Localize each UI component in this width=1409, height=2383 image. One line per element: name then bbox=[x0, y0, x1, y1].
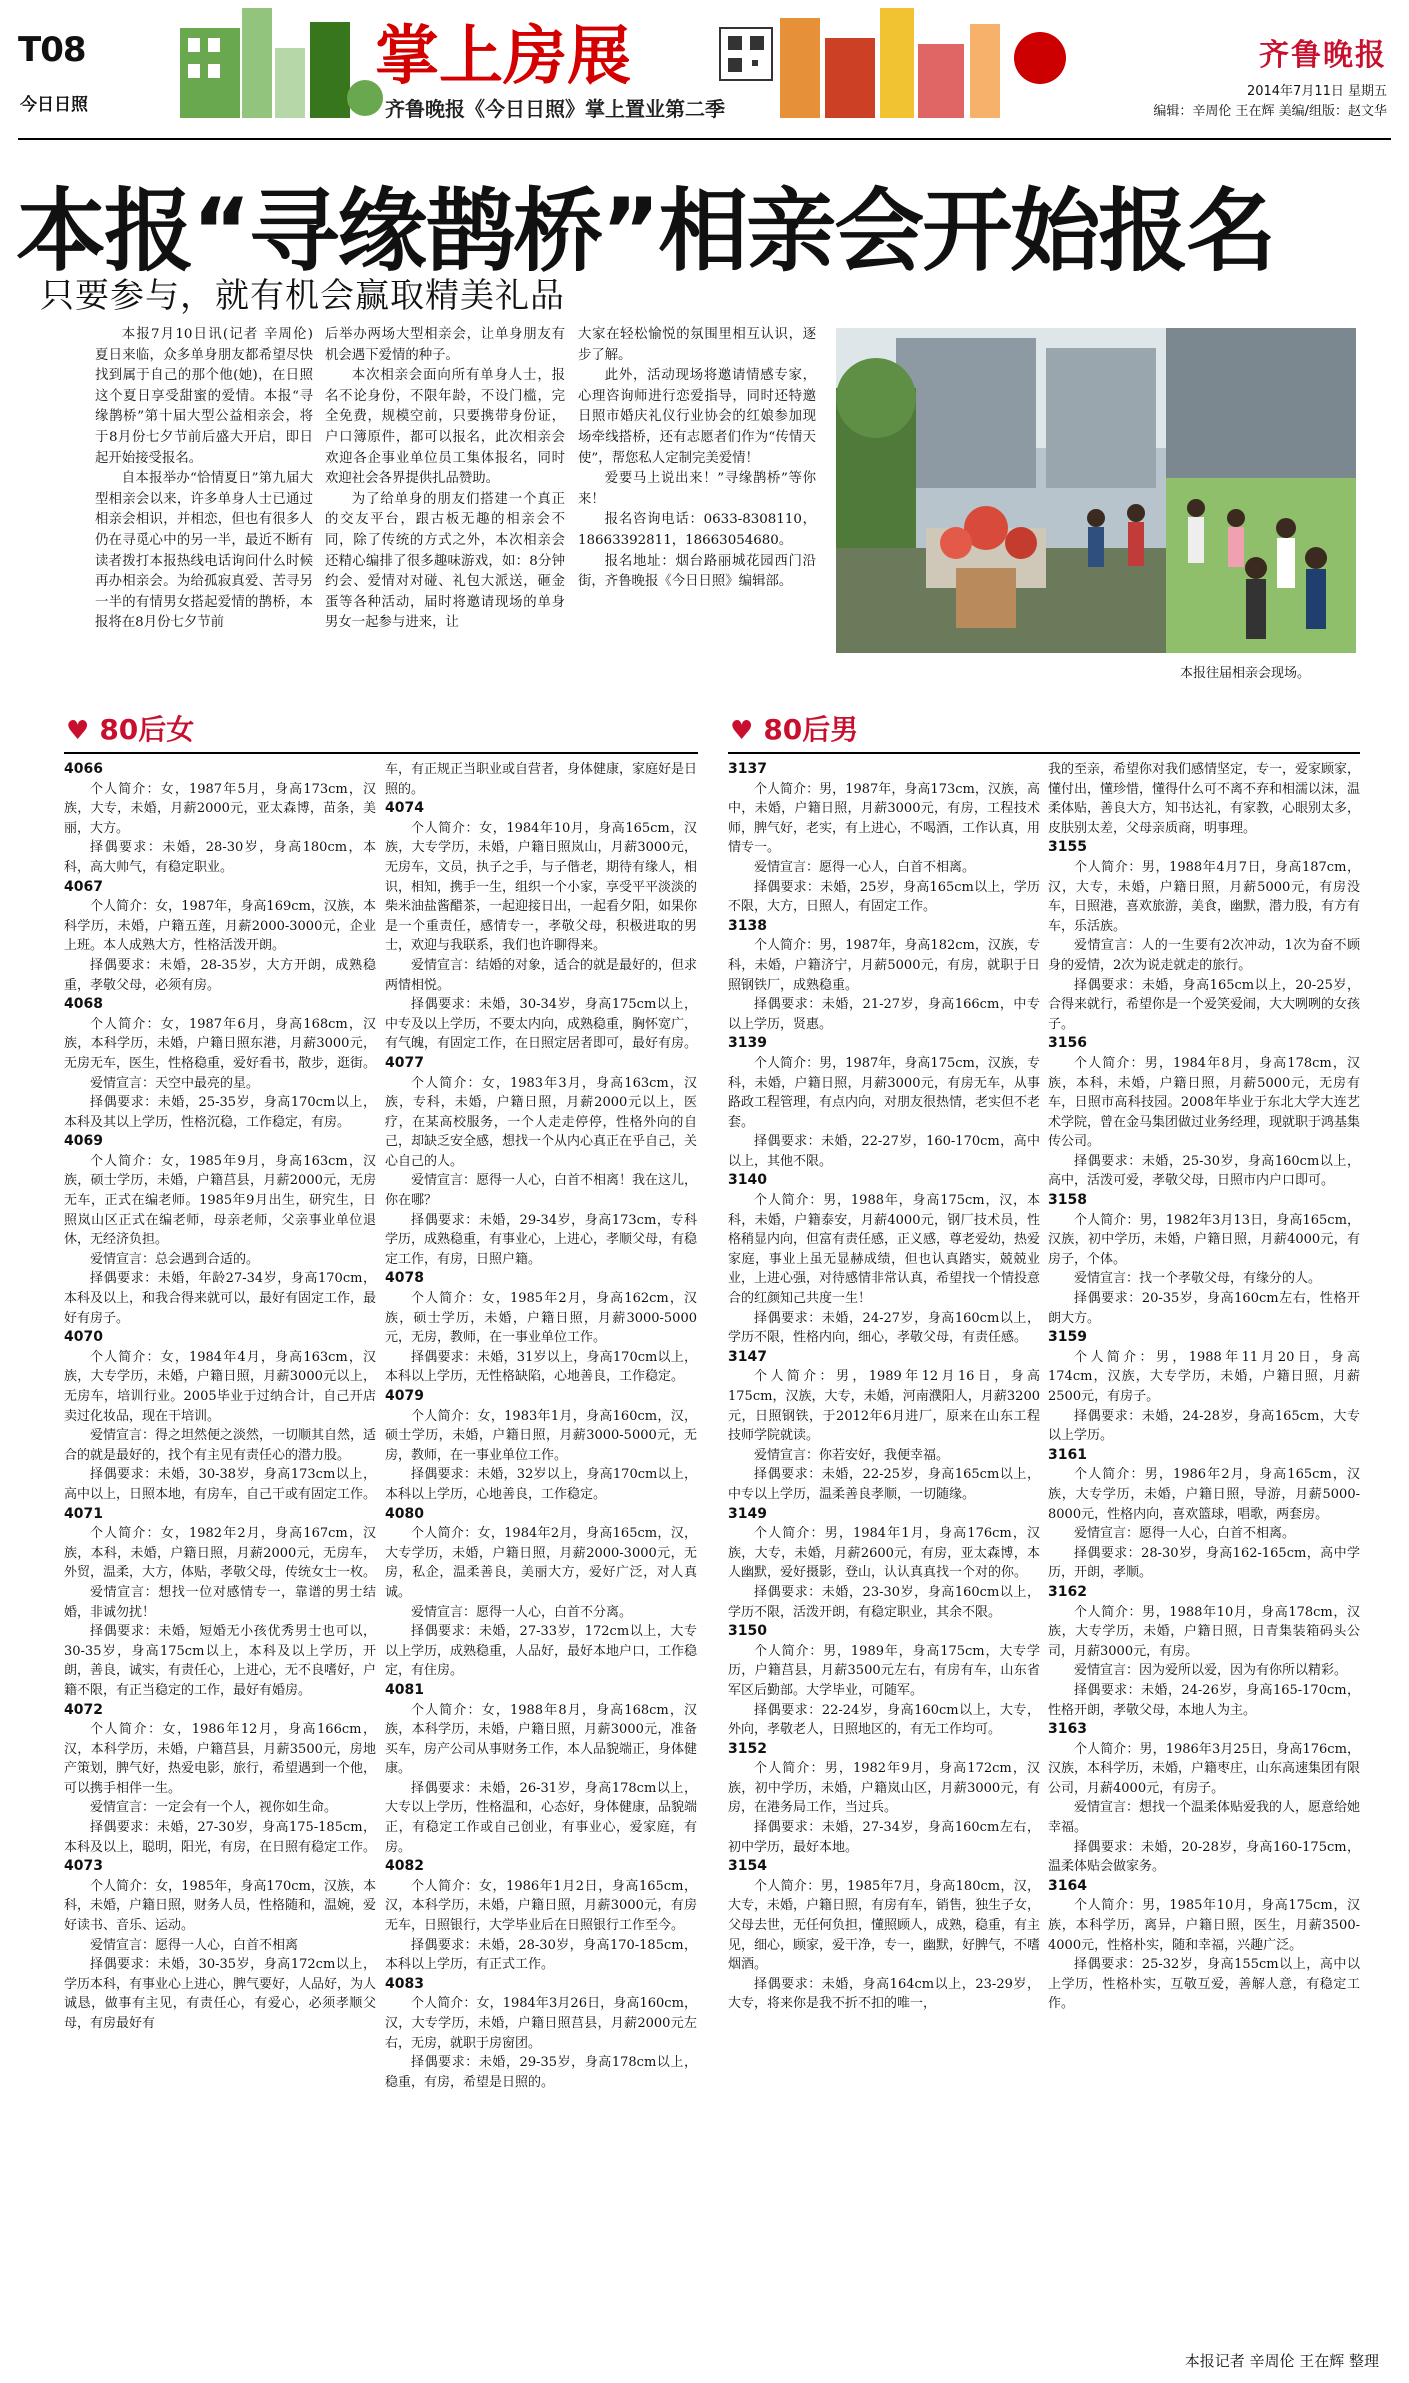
profile-line: 择偶要求：未婚，25-35岁，身高170cm以上，本科及其以上学历，性格沉稳，工作稳定，有房。 bbox=[64, 1095, 376, 1130]
profile-id: 3155 bbox=[1048, 839, 1087, 856]
footer-credit: 本报记者 辛周伦 王在辉 整理 bbox=[1184, 2352, 1379, 2370]
newspaper-logo: 齐鲁晚报 bbox=[1259, 38, 1387, 73]
profile-line: 个人简介：男，1984年1月，身高176cm，汉族，大专，未婚，月薪2600元，有房，亚太森博，本人幽默，爱好摄影，登山，认认真真找一个对的你。 bbox=[728, 1526, 1040, 1581]
banner bbox=[180, 8, 1070, 128]
profile-line: 择偶要求：未婚，23-30岁，身高160cm以上，学历不限，活泼开朗，有稳定职业，其余不限。 bbox=[728, 1584, 1040, 1620]
profile-entry bbox=[385, 760, 697, 799]
profile-line: 个人简介：女，1984年2月，身高165cm，汉，大专学历，未婚，户籍日照，月薪2000-3000元，无房，私企，温柔善良，美丽大方，爱好广泛，对人真诚。 bbox=[385, 1526, 697, 1600]
profile-line: 爱情宣言：愿得一心人，白首不相离。 bbox=[754, 859, 976, 875]
profile-line: 个人简介：女，1987年5月，身高173cm，汉族，大专，未婚，月薪2000元，亚太森博，苗条，美丽，大方。 bbox=[64, 781, 376, 836]
profile-id: 3159 bbox=[1048, 1329, 1087, 1346]
section-name: 今日日照 bbox=[20, 95, 88, 115]
profile-line: 个人简介：男，1989年12月16日，身高175cm，汉族，大专，未婚，河南濮阳人，月薪3200元，日照钢铁，于2012年6月进厂，原来在山东工程技师学院就读。 bbox=[728, 1369, 1040, 1444]
profile-id: 3140 bbox=[728, 1172, 767, 1189]
banner-art bbox=[180, 8, 1070, 128]
profile-line: 个人简介：男，1987年，身高182cm，汉族，专科，未婚，户籍济宁，月薪5000元，有房，就职于日照钢铁厂，成熟稳重。 bbox=[728, 938, 1040, 993]
profile-line: 个人简介：男，1987年，身高175cm，汉族，专科，未婚，户籍日照，月薪3000元，有房无车，从事路政工程管理，有点内向，对朋友很热情，老实但不老套。 bbox=[728, 1055, 1040, 1130]
profile-line: 爱情宣言：一定会有一个人，视你如生命。 bbox=[90, 1800, 338, 1816]
profile-line: 择偶要求：22-24岁，身高160cm以上，大专，外向，孝敬老人，日照地区的，有无工作均可。 bbox=[728, 1702, 1040, 1738]
profile-entry bbox=[1048, 1446, 1360, 1583]
profile-line: 择偶要求：28-30岁，身高162-165cm，高中学历，开朗，孝顺。 bbox=[1048, 1545, 1360, 1581]
profile-id: 4078 bbox=[385, 1270, 424, 1287]
profile-entry bbox=[728, 760, 1040, 917]
profile-line: 个人简介：女，1985年2月，身高162cm，汉族，硕士学历，未婚，户籍日照，月薪3000-5000元，无房，教师，在一事业单位工作。 bbox=[385, 1291, 697, 1346]
profile-line: 个人简介：女，1985年，身高170cm，汉族，本科，未婚，户籍日照，财务人员，性格随和，温婉，爱好读书、音乐、运动。 bbox=[64, 1878, 376, 1934]
profile-entry bbox=[728, 1505, 1040, 1623]
profile-line: 个人简介：男，1986年2月，身高165cm，汉族，大专学历，未婚，户籍日照，导游，月薪5000-8000元，性格内向，喜欢篮球，唱歌，两套房。 bbox=[1048, 1467, 1360, 1522]
profile-line: 择偶要求：未婚，27-34岁，身高160cm左右，初中学历，最好本地。 bbox=[728, 1820, 1040, 1855]
profile-line: 个人简介：女，1986年12月，身高166cm，汉，本科学历，未婚，户籍莒县，月薪3500元，房地产策划，脾气好，热爱电影，旅行，希望遇到一个他，可以携手相伴一生。 bbox=[64, 1722, 376, 1796]
profile-line: 择偶要求：未婚，身高164cm以上，23-29岁，大专，将来你是我不折不扣的唯一， bbox=[728, 1976, 1040, 2012]
profile-entry bbox=[385, 1681, 697, 1857]
profile-line: 择偶要求：未婚，28-30岁，身高180cm，本科，高大帅气，有稳定职业。 bbox=[64, 840, 376, 875]
profile-entry bbox=[728, 917, 1040, 1035]
men-list-column-1 bbox=[728, 760, 1040, 2350]
profile-line: 个人简介：女，1984年10月，身高165cm，汉族，大专学历，未婚，户籍日照岚山，月薪3000元，无房车，文员，执子之手，与子偕老，期待有缘人，相识，相知，携手一生，组织一个小家，享受平平淡淡的柴米油盐酱醋茶，一起迎接日出，一起看夕阳，如果你是一个重责任，感情专一，孝敬父母，积极进取的男士，欢迎与我联系，我们也许聊得来。 bbox=[385, 820, 697, 954]
profile-line: 个人简介：男，1987年，身高173cm，汉族，高中，未婚，户籍日照，月薪3000元，有房，工程技术师，脾气好，老实，有上进心，不喝酒，工作认真，用情专一。 bbox=[728, 781, 1040, 856]
profile-id: 3138 bbox=[728, 917, 767, 934]
profile-entry bbox=[64, 1505, 376, 1701]
profile-entry bbox=[385, 1975, 697, 2093]
profile-line: 择偶要求：未婚，26-31岁，身高178cm以上，大专以上学历，性格温和，心态好，身体健康，品貌端正，有稳定工作或自己创业，有事业心，爱家庭，有房。 bbox=[385, 1780, 697, 1855]
profile-line: 择偶要求：未婚，27-30岁，身高175-185cm，本科及以上，聪明，阳光，有房，在日照有稳定工作。 bbox=[64, 1820, 376, 1855]
section-rule bbox=[728, 752, 1360, 754]
section-title: 80后男 bbox=[763, 713, 859, 746]
profile-line: 爱情宣言：结婚的对象，适合的就是最好的，但求两情相悦。 bbox=[385, 957, 697, 993]
banner-subtitle: 齐鲁晚报《今日日照》掌上置业第二季 bbox=[385, 97, 725, 121]
photo-illustration bbox=[836, 328, 1356, 653]
profile-id: 3164 bbox=[1048, 1877, 1087, 1894]
profile-entry bbox=[385, 1269, 697, 1387]
profile-id: 4083 bbox=[385, 1975, 424, 1992]
profile-line: 择偶要求：未婚，22-25岁，身高165cm以上，中专以上学历，温柔善良孝顺，一切随缘。 bbox=[728, 1467, 1040, 1502]
profile-line: 个人简介：男，1988年10月，身高178cm，汉族，大专学历，未婚，户籍日照，日青集装箱码头公司，月薪3000元，有房。 bbox=[1048, 1604, 1360, 1659]
profile-id: 4080 bbox=[385, 1505, 424, 1522]
profile-id: 3158 bbox=[1048, 1192, 1087, 1209]
profile-id: 3156 bbox=[1048, 1035, 1087, 1052]
profile-id: 4072 bbox=[64, 1701, 103, 1718]
profile-id: 3163 bbox=[1048, 1721, 1087, 1738]
profile-entry bbox=[385, 1505, 697, 1681]
profile-line: 择偶要求：未婚，30-34岁，身高175cm以上，中专及以上学历，不要太内向，成熟稳重，胸怀宽广，有气魄，有固定工作，在日照定居者即可，最好有房。 bbox=[385, 997, 697, 1052]
profile-id: 3161 bbox=[1048, 1446, 1087, 1463]
profile-line: 择偶要求：未婚，24-27岁，身高160cm以上，学历不限，性格内向，细心，孝敬父母，有责任感。 bbox=[728, 1310, 1040, 1346]
profile-id: 4079 bbox=[385, 1388, 424, 1404]
profile-entry bbox=[1048, 838, 1360, 1034]
profile-line: 爱情宣言：找一个孝敬父母，有缘分的人。 bbox=[1074, 1271, 1322, 1287]
article-subheadline: 只要参与，就有机会赢取精美礼品 bbox=[40, 276, 565, 316]
profile-id: 3147 bbox=[728, 1348, 767, 1365]
profile-entry bbox=[64, 878, 376, 996]
heart-icon: ♥ bbox=[730, 716, 754, 746]
article-column-1 bbox=[95, 325, 313, 634]
profile-line: 择偶要求：未婚，27-33岁，172cm以上，大专以上学历，成熟稳重，人品好，最好本地户口，工作稳定，有住房。 bbox=[385, 1624, 697, 1679]
profile-entry bbox=[385, 799, 697, 1054]
profile-entry bbox=[64, 1701, 376, 1858]
profile-entry bbox=[728, 1034, 1040, 1171]
profile-id: 3154 bbox=[728, 1858, 767, 1875]
profile-line: 择偶要求：未婚，20-28岁，身高160-175cm，温柔体贴会做家务。 bbox=[1048, 1839, 1360, 1875]
profile-id: 4073 bbox=[64, 1858, 103, 1875]
profile-line: 爱情宣言：天空中最亮的星。 bbox=[90, 1075, 260, 1091]
profile-line: 个人简介：男，1982年3月13日，身高165cm，汉族，初中学历，未婚，户籍日照，月薪4000元，有房子，个体。 bbox=[1048, 1212, 1360, 1267]
heart-icon: ♥ bbox=[66, 716, 90, 746]
photo-caption: 本报往届相亲会现场。 bbox=[1180, 666, 1311, 681]
article-paragraph: 后举办两场大型相亲会，让单身朋友有机会遇下爱情的种子。 bbox=[325, 327, 565, 363]
profile-line: 个人简介：男，1985年10月，身高175cm，汉族，本科学历，离异，户籍日照，医生，月薪3500-4000元，性格朴实，随和幸福，兴趣广泛。 bbox=[1048, 1898, 1360, 1953]
profile-entry bbox=[1048, 760, 1360, 838]
profile-line: 爱情宣言：你若安好，我便幸福。 bbox=[754, 1447, 950, 1463]
profile-line: 个人简介：女，1986年1月2日，身高165cm，汉，本科学历，未婚，户籍日照，月薪3000元，有房无车，日照银行，大学毕业后在日照银行工作至今。 bbox=[385, 1878, 697, 1934]
article-paragraph: 自本报举办“恰情夏日”第九届大型相亲会以来，许多单身人士已通过相亲会相识，并相恋，但也有很多人仍在寻觅心中的另一半，最近不断有读者拨打本报热线电话询问什么时候再办相亲会。为给孤寂真爱、苦寻另一半的有情男女搭起爱情的鹊桥，本报将在8月份七夕节前 bbox=[95, 471, 313, 631]
profile-line: 爱情宣言：想找一个温柔体贴爱我的人，愿意给她幸福。 bbox=[1048, 1800, 1360, 1836]
profile-entry bbox=[64, 760, 376, 878]
profile-line: 个人简介：女，1987年，身高169cm，汉族，本科学历，未婚，户籍五莲，月薪2000-3000元，企业上班。本人成熟大方，性格活泼开朗。 bbox=[64, 899, 376, 954]
editors-credit: 编辑：辛周伦 王在辉 美编/组版：赵文华 bbox=[1153, 104, 1387, 119]
profile-line: 择偶要求：未婚，30-35岁，身高172cm以上，学历本科，有事业心上进心，脾气要好，人品好，为人诚恳，做事有主见，有责任心，有爱心，必须孝顺父母，有房最好有 bbox=[64, 1957, 376, 2031]
profile-entry bbox=[1048, 1034, 1360, 1191]
profile-line: 爱情宣言：愿得一人心，白首不分离。 bbox=[411, 1604, 633, 1620]
profile-line: 个人简介：女，1987年6月，身高168cm，汉族，本科学历，未婚，户籍日照东港，月薪3000元，无房无车，医生，性格稳重，爱好看书，散步，逛街。 bbox=[64, 1016, 376, 1071]
profile-entry bbox=[64, 1328, 376, 1504]
profile-line: 择偶要求：未婚，24-28岁，身高165cm，大专以上学历。 bbox=[1048, 1408, 1360, 1444]
profile-entry bbox=[64, 995, 376, 1132]
profile-id: 3150 bbox=[728, 1623, 767, 1640]
profile-line: 择偶要求：未婚，短婚无小孩优秀男士也可以，30-35岁，身高175cm以上，本科及以上学历，开朗，善良，诚实，有责任心，上进心，无不良嗜好，户籍不限，有正当稳定的工作，最好有婚房。 bbox=[64, 1624, 376, 1698]
profile-entry bbox=[1048, 1877, 1360, 2014]
profile-line: 个人简介：女，1984年4月，身高163cm，汉族，大专学历，未婚，户籍日照，月薪3000元以上，无房车，培训行业。2005毕业于过纳合计，自己开店卖过化妆品，现在干培训。 bbox=[64, 1349, 376, 1424]
profile-line: 择偶要求：20-35岁，身高160cm左右，性格开朗大方。 bbox=[1048, 1291, 1360, 1326]
profile-line: 择偶要求：未婚，24-26岁，身高165-170cm，性格开朗，孝敬父母，本地人为主。 bbox=[1048, 1682, 1360, 1718]
profile-entry bbox=[64, 1857, 376, 2033]
profile-entry bbox=[385, 1387, 697, 1505]
masthead-rule bbox=[18, 138, 1391, 140]
profile-line: 择偶要求：未婚，31岁以上，身高170cm以上，本科以上学历，无性格缺陷，心地善良，工作稳定。 bbox=[385, 1349, 697, 1385]
profile-line: 爱情宣言：愿得一人心，白首不相离！我在这儿，你在哪？ bbox=[385, 1173, 697, 1209]
profile-line: 择偶要求：未婚，年龄27-34岁，身高170cm，本科及以上，和我合得来就可以，最好有固定工作，最好有房子。 bbox=[64, 1271, 376, 1326]
profile-line: 择偶要求：未婚，身高165cm以上，20-25岁，合得来就行，希望你是一个爱笑爱闹，大大咧咧的女孩子。 bbox=[1048, 977, 1360, 1032]
article-paragraph: 爱要马上说出来！”寻缘鹊桥”等你来！ bbox=[578, 471, 816, 507]
profile-id: 4067 bbox=[64, 878, 103, 895]
profile-entry bbox=[385, 1857, 697, 1975]
article-column-3 bbox=[578, 325, 816, 593]
profile-entry bbox=[728, 1740, 1040, 1858]
profile-entry bbox=[1048, 1720, 1360, 1877]
women-list-column-2 bbox=[385, 760, 697, 2350]
profile-entry bbox=[385, 1054, 697, 1270]
profile-line: 个人简介：女，1984年3月26日，身高160cm，汉，大专学历，未婚，户籍日照莒县，月薪2000元左右，无房，就职于房窗团。 bbox=[385, 1996, 697, 2051]
profile-id: 4069 bbox=[64, 1133, 103, 1150]
profile-line: 个人简介：女，1982年2月，身高167cm，汉族，本科，未婚，户籍日照，月薪2000元，无房车，外贸，温柔，大方，体贴，孝敬父母，传统女士一枚。 bbox=[64, 1526, 376, 1581]
profile-line: 爱情宣言：因为爱所以爱，因为有你所以精彩。 bbox=[1074, 1663, 1348, 1679]
section-header-women bbox=[66, 708, 194, 748]
profile-id: 4082 bbox=[385, 1858, 424, 1875]
women-list-column-1 bbox=[64, 760, 376, 2350]
profile-line: 个人简介：男，1984年8月，身高178cm，汉族，本科，未婚，户籍日照，月薪5000元，无房有车，日照市高科技园。2008年毕业于东北大学大连艺术学院，曾在金马集团做过业务经理，现就职于鸿基集传公司。 bbox=[1048, 1055, 1360, 1150]
profile-entry bbox=[728, 1857, 1040, 2014]
profile-id: 3139 bbox=[728, 1035, 767, 1052]
profile-line: 爱情宣言：想找一位对感情专一，靠谱的男士结婚，非诚勿扰！ bbox=[64, 1584, 376, 1620]
profile-id: 3137 bbox=[728, 761, 767, 777]
profile-line: 个人简介：男，1982年9月，身高172cm，汉族，初中学历，未婚，户籍岚山区，月薪3000元，有房，在港务局工作，当过兵。 bbox=[728, 1761, 1040, 1816]
profile-line: 择偶要求：未婚，25岁，身高165cm以上，学历不限，大方，日照人，有固定工作。 bbox=[728, 879, 1040, 915]
profile-id: 3149 bbox=[728, 1505, 767, 1522]
profile-line: 个人简介：男，1986年3月25日，身高176cm，汉族，本科学历，未婚，户籍枣庄，山东高速集团有限公司，月薪4000元，有房子。 bbox=[1048, 1741, 1360, 1796]
profile-entry bbox=[728, 1622, 1040, 1740]
article-paragraph: 大家在轻松愉悦的氛围里相互认识，逐步了解。 bbox=[578, 327, 816, 363]
profile-line: 个人简介：女，1988年8月，身高168cm，汉族，本科学历，未婚，户籍日照，月薪3000元，准备买车，房产公司从事财务工作，本人品貌端正，身体健康。 bbox=[385, 1702, 697, 1777]
profile-id: 4077 bbox=[385, 1054, 424, 1071]
profile-line: 爱情宣言：愿得一人心，白首不相离。 bbox=[1074, 1526, 1296, 1542]
profile-entry bbox=[64, 1132, 376, 1328]
profile-line: 择偶要求：未婚，28-30岁，身高170-185cm，本科以上学历，有正式工作。 bbox=[385, 1937, 697, 1973]
profile-line: 个人简介：男，1985年7月，身高180cm，汉，大专，未婚，户籍日照，有房有车，销售，独生子女，父母去世，无任何负担，懂照顾人，成熟，稳重，有主见，细心，顾家，爱干净，专一，幽默，好脾气，不嗜烟酒。 bbox=[728, 1878, 1040, 1973]
banner-title: 掌上房展 bbox=[375, 20, 631, 94]
article-paragraph: 报名地址：烟台路丽城花园西门沿街，齐鲁晚报《今日日照》编辑部。 bbox=[578, 553, 816, 590]
profile-line: 我的至亲，希望你对我们感情坚定，专一，爱家顾家，懂付出，懂珍惜，懂得什么可不离不弃和相濡以沫，温柔体贴，善良大方，知书达礼，有家教，心眼别太多，皮肤别太差，父母亲质商，明事理。 bbox=[1048, 762, 1360, 836]
profile-line: 爱情宣言：得之坦然便之淡然，一切顺其自然，适合的就是最好的，找个有主见有责任心的潜力股。 bbox=[64, 1428, 376, 1463]
profile-line: 爱情宣言：人的一生要有2次冲动，1次为奋不顾身的爱情，2次为说走就走的旅行。 bbox=[1048, 938, 1360, 973]
profile-id: 4068 bbox=[64, 996, 103, 1013]
profile-line: 车，有正规正当职业或自营者，身体健康，家庭好是日照的。 bbox=[385, 762, 697, 797]
profile-line: 择偶要求：未婚，28-35岁，大方开朗，成熟稳重，孝敬父母，必须有房。 bbox=[64, 957, 376, 993]
profile-line: 择偶要求：未婚，25-30岁，身高160cm以上，高中，活泼可爱，孝敬父母，日照市内户口即可。 bbox=[1048, 1153, 1360, 1189]
profile-line: 个人简介：男，1988年，身高175cm，汉，本科，未婚，户籍泰安，月薪4000元，钢厂技术员，性格稍显内向，但富有责任感，正义感，尊老爱幼，热爱家庭，事业上虽无显赫成绩，但也认真踏实，兢兢业业，上进心强，对待感情非常认真，希望找一个情投意合的红颜知己共度一生！ bbox=[728, 1193, 1040, 1307]
section-title: 80后女 bbox=[99, 713, 195, 746]
profile-line: 择偶要求：未婚，32岁以上，身高170cm以上，本科以上学历，心地善良，工作稳定。 bbox=[385, 1467, 697, 1502]
profile-line: 个人简介：女，1983年1月，身高160cm，汉，硕士学历，未婚，户籍日照，月薪3000-5000元，无房，教师，在一事业单位工作。 bbox=[385, 1408, 697, 1463]
profile-line: 择偶要求：未婚，29-34岁，身高173cm，专科学历，成熟稳重，有事业心，上进心，孝顺父母，有稳定工作，有房，日照户籍。 bbox=[385, 1212, 697, 1267]
profile-line: 择偶要求：未婚，30-38岁，身高173cm以上，高中以上，日照本地，有房车，自己干或有固定工作。 bbox=[64, 1467, 376, 1502]
event-photo bbox=[836, 328, 1356, 653]
article-paragraph: 为了给单身的朋友们搭建一个真正的交友平台，跟古板无趣的相亲会不同，除了传统的方式之外，本次相亲会还精心编排了很多趣味游戏，如：8分钟约会、爱情对对碰、礼包大派送，砸金蛋等各种活动，届时将邀请现场的单身男女一起参与进来，让 bbox=[325, 491, 565, 631]
dateline: 2014年7月11日 星期五 bbox=[1246, 84, 1387, 99]
men-list-column-2 bbox=[1048, 760, 1360, 2350]
article-headline: 本报“寻缘鹊桥”相亲会开始报名 bbox=[16, 179, 1275, 284]
article-paragraph: 此外，活动现场将邀请情感专家，心理咨询师进行恋爱指导，同时还特邀日照市婚庆礼仪行业协会的红娘参加现场牵线搭桥，还有志愿者们作为“传情天使”，帮您私人定制完美爱情！ bbox=[578, 368, 816, 466]
profile-id: 4071 bbox=[64, 1505, 103, 1522]
article-paragraph: 本次相亲会面向所有单身人士，报名不论身份，不限年龄，不设门槛，完全免费，规模空前，只要携带身份证，户口簿原件，都可以报名，此次相亲会欢迎各企事业单位员工集体报名，同时欢迎社会各界提供扎品赞助。 bbox=[325, 368, 565, 487]
profile-line: 个人简介：女，1985年9月，身高163cm，汉族，硕士学历，未婚，户籍莒县，月薪2000元，无房无车，正式在编老师。1985年9月出生，研究生，日照岚山区正式在编老师，母亲老师，父亲事业单位退休，无经济负担。 bbox=[64, 1153, 376, 1248]
article-column-2 bbox=[325, 325, 565, 634]
profile-line: 个人简介：男，1989年，身高175cm，大专学历，户籍莒县，月薪3500元左右，有房有车，山东省军区后勤部。大学毕业，可随军。 bbox=[728, 1643, 1040, 1698]
profile-entry bbox=[1048, 1191, 1360, 1328]
profile-id: 4074 bbox=[385, 800, 424, 817]
profile-id: 4081 bbox=[385, 1681, 424, 1698]
profile-id: 4066 bbox=[64, 761, 103, 777]
profile-line: 择偶要求：未婚，22-27岁，160-170cm，高中以上，其他不限。 bbox=[728, 1134, 1040, 1169]
profile-entry bbox=[1048, 1583, 1360, 1720]
profile-line: 择偶要求：未婚，21-27岁，身高166cm，中专以上学历，贤惠。 bbox=[728, 997, 1040, 1032]
profile-line: 个人简介：男，1988年4月7日，身高187cm，汉，大专，未婚，户籍日照，月薪5000元，有房没车，日照港，喜欢旅游，美食，幽默，潜力股，有方有车，乐活族。 bbox=[1048, 859, 1360, 934]
profile-line: 择偶要求：25-32岁，身高155cm以上，高中以上学历，性格朴实，互敬互爱，善解人意，有稳定工作。 bbox=[1048, 1957, 1360, 2012]
profile-entry bbox=[1048, 1328, 1360, 1446]
profile-line: 择偶要求：未婚，29-35岁，身高178cm以上，稳重，有房，希望是日照的。 bbox=[385, 2055, 697, 2090]
profile-entry bbox=[728, 1171, 1040, 1347]
section-header-men bbox=[730, 708, 858, 748]
profile-line: 爱情宣言：愿得一人心，白首不相离 bbox=[90, 1937, 299, 1953]
section-rule bbox=[64, 752, 698, 754]
profile-line: 爱情宣言：总会遇到合适的。 bbox=[90, 1251, 260, 1267]
profile-line: 个人简介：男，1988年11月20日，身高174cm，汉族，大专学历，未婚，户籍日照，月薪2500元，有房子。 bbox=[1048, 1349, 1360, 1404]
page-number: T08 bbox=[18, 30, 86, 70]
profile-entry bbox=[728, 1348, 1040, 1505]
article-paragraph: 本报7月10日讯(记者 辛周伦) 夏日来临，众多单身朋友都希望尽快找到属于自己的那个他(她)，在日照这个夏日享受甜蜜的爱情。本报“寻缘鹊桥”第十届大型公益相亲会，将于8月份七夕节前后盛大开启，即日起开始接受报名。 bbox=[95, 327, 313, 466]
profile-line: 个人简介：女，1983年3月，身高163cm，汉族，专科，未婚，户籍日照，月薪2000元以上，医疗，在某高校服务，一个人走走停停，性格外向的自己，却缺乏安全感，想找一个从内心真正在乎自己，关心自己的人。 bbox=[385, 1075, 697, 1169]
article-paragraph: 报名咨询电话：0633-8308110，18663392811，18663054680。 bbox=[578, 512, 816, 548]
profile-id: 3152 bbox=[728, 1740, 767, 1757]
profile-id: 4070 bbox=[64, 1329, 103, 1346]
profile-id: 3162 bbox=[1048, 1583, 1087, 1600]
